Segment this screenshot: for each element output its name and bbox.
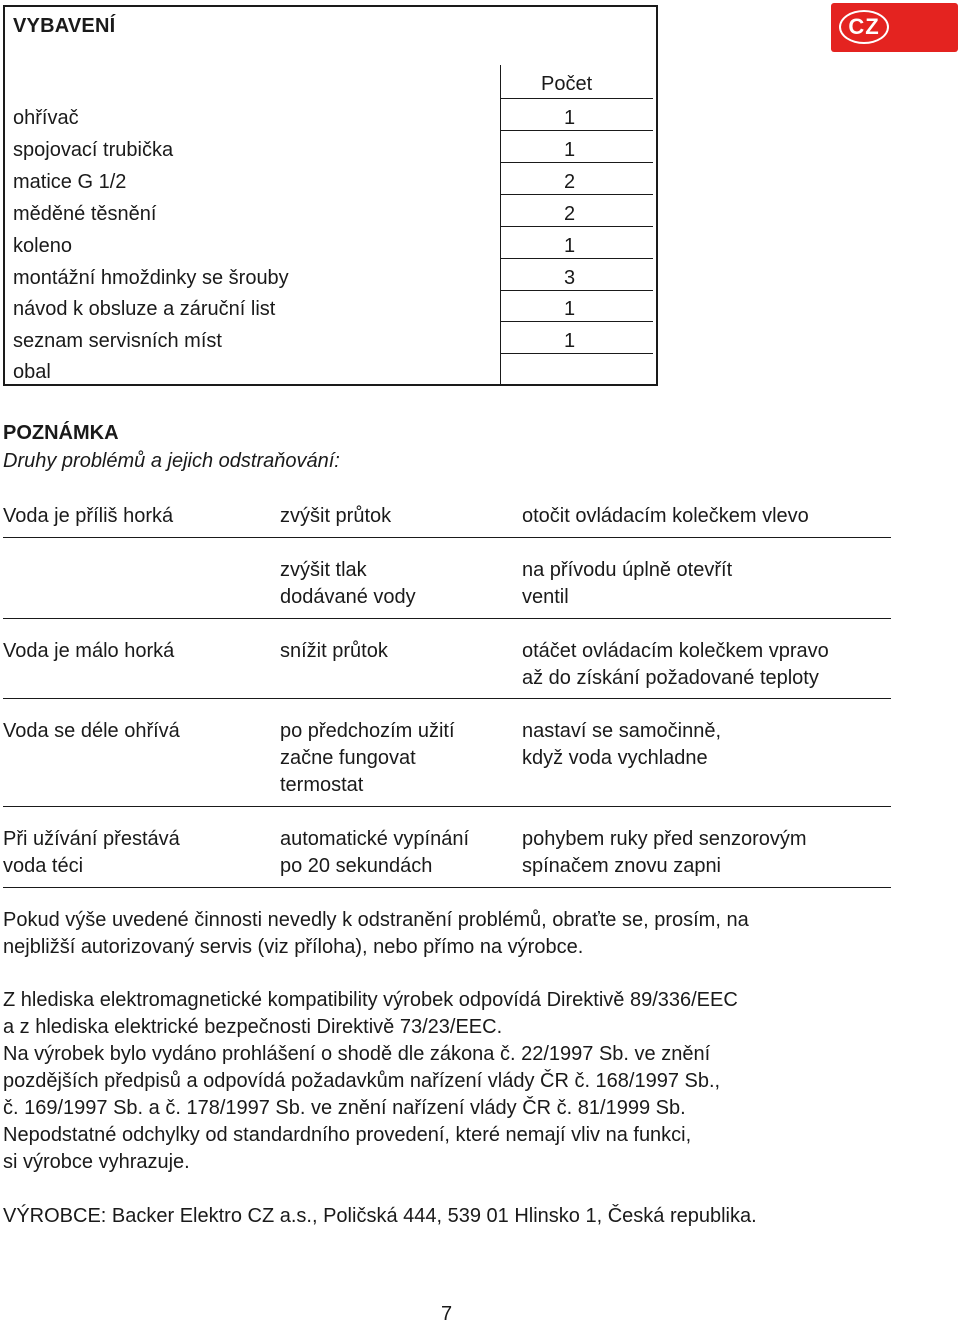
row-rule [500, 258, 653, 259]
item-qty: 1 [564, 330, 576, 352]
action-cell: zvýšit průtok [280, 505, 392, 527]
item-qty: 2 [564, 171, 576, 193]
action-cell: po předchozím užití začne fungovat termostat [280, 720, 455, 796]
row-rule [500, 353, 653, 354]
item-qty: 1 [564, 298, 576, 320]
equipment-box [3, 5, 658, 386]
service-paragraph: Pokud výše uvedené činnosti nevedly k odstranění problémů, obraťte se, prosím, na nejbližší autorizovaný servis (viz příloha), nebo přímo na výrobce. [3, 909, 749, 958]
item-name: matice G 1/2 [13, 171, 127, 193]
item-name: spojovací trubička [13, 139, 174, 161]
row-rule [500, 162, 653, 163]
row-rule [3, 537, 891, 538]
problem-cell: Při užívání přestává voda téci [3, 828, 180, 877]
note-subtitle: Druhy problémů a jejich odstraňování: [3, 450, 340, 472]
header-rule [500, 98, 653, 99]
note-title: POZNÁMKA [3, 422, 119, 444]
solution-cell: na přívodu úplně otevřít ventil [522, 559, 733, 608]
item-name: obal [13, 361, 51, 383]
equipment-title: VYBAVENÍ [13, 15, 116, 37]
problem-cell: Voda se déle ohřívá [3, 720, 180, 742]
action-cell: automatické vypínání po 20 sekundách [280, 828, 469, 877]
page-number: 7 [440, 1303, 453, 1325]
country-code: CZ [839, 10, 889, 44]
row-rule [3, 698, 891, 699]
compliance-paragraph: Z hlediska elektromagnetické kompatibility výrobek odpovídá Direktivě 89/336/EEC a z hlediska elektrické bezpečnosti Direktivě 73/23/EEC. Na výrobek bylo vydáno prohlášení o shodě dle zákona č. 22/1997 Sb. ve znění pozdějších předpisů a odpovídá požadavkům nařízení vlády ČR č. 168/1997 Sb., č. 169/1997 Sb. a č. 178/1997 Sb. ve znění nařízení vlády ČR č. 81/1999 Sb. Nepodstatné odchylky od standardního provedení, které nemají vliv na funkci, si výrobce vyhrazuje. [3, 989, 738, 1173]
problem-cell: Voda je málo horká [3, 640, 175, 662]
solution-cell: pohybem ruky před senzorovým spínačem znovu zapni [522, 828, 807, 877]
action-cell: snížit průtok [280, 640, 388, 662]
solution-cell: nastaví se samočinně, když voda vychladne [522, 720, 721, 769]
item-name: seznam servisních míst [13, 330, 222, 352]
item-name: návod k obsluze a záruční list [13, 298, 276, 320]
row-rule [3, 806, 891, 807]
problem-cell: Voda je příliš horká [3, 505, 174, 527]
row-rule [3, 887, 891, 888]
solution-cell: otáčet ovládacím kolečkem vpravo až do získání požadované teploty [522, 640, 829, 689]
item-name: montážní hmoždinky se šrouby [13, 267, 289, 289]
item-qty: 1 [564, 235, 576, 257]
item-name: měděné těsnění [13, 203, 157, 225]
equipment-row [13, 357, 653, 388]
item-qty: 1 [564, 139, 576, 161]
row-rule [500, 194, 653, 195]
action-cell: zvýšit tlak dodávané vody [280, 559, 416, 608]
count-header: Počet [541, 73, 593, 95]
row-rule [3, 618, 891, 619]
item-qty: 3 [564, 267, 576, 289]
row-rule [500, 130, 653, 131]
item-name: koleno [13, 235, 72, 257]
solution-cell: otočit ovládacím kolečkem vlevo [522, 505, 809, 527]
item-name: ohřívač [13, 107, 79, 129]
row-rule [500, 290, 653, 291]
item-qty: 2 [564, 203, 576, 225]
row-rule [500, 321, 653, 322]
row-rule [500, 226, 653, 227]
item-qty: 1 [564, 107, 576, 129]
manufacturer-line: VÝROBCE: Backer Elektro CZ a.s., Poličská 444, 539 01 Hlinsko 1, Česká republika. [3, 1205, 757, 1227]
country-badge [831, 3, 958, 52]
